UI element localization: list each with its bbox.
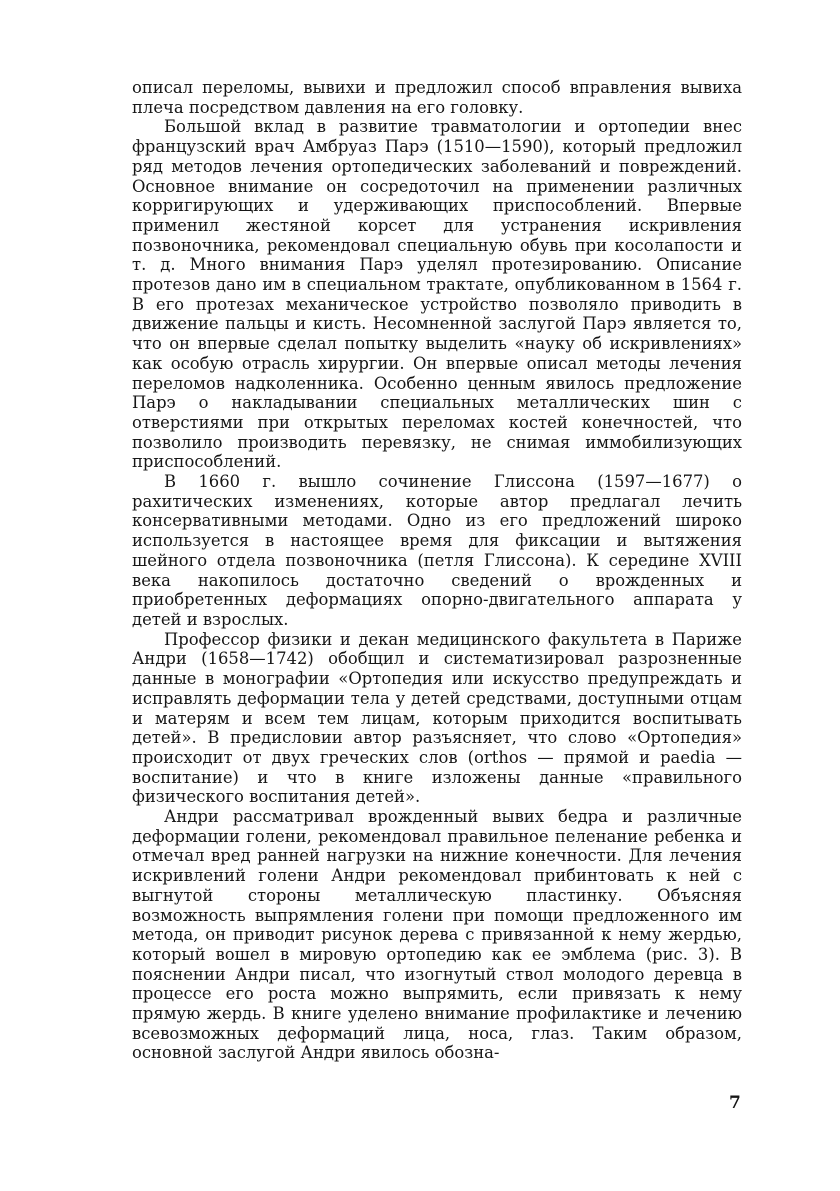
paragraph: Большой вклад в развитие травматологии и ортопедии внес французский врач Амбруаз Парэ (1510—1590), который предложил ряд методов лечения ортопедических заболеваний и повреждений. Основное внимание он сосредоточил на применении различных корригирующих и удерживающих приспособлений. Впервые применил жестяной корсет для устранения искривления позвоночника, рекомендовал специальную обувь при косолапости и т. д. Много внимания Парэ уделял протезированию. Описание протезов дано им в специальном трактате, опубликованном в 1564 г. В его протезах механическое устройство позволяло приводить в движение пальцы и кисть. Несомненной заслугой Парэ является то, что он впервые сделал попытку выделить «науку об искривлениях» как особую отрасль хирургии. Он впервые описал методы лечения переломов надколенника. Особенно ценным явилось предложение Парэ о накладывании специальных металлических шин с отверстиями при открытых переломах костей конечностей, что позволило производить перевязку, не снимая иммобилизующих приспособлений. xyxy=(132,117,742,472)
page-body xyxy=(132,78,742,1063)
paragraph: Андри рассматривал врожденный вывих бедра и различные деформации голени, рекомендовал правильное пеленание ребенка и отмечал вред ранней нагрузки на нижние конечности. Для лечения искривлений голени Андри рекомендовал прибинтовать к ней с выгнутой стороны металлическую пластинку. Объясняя возможность выпрямления голени при помощи предложенного им метода, он приводит рисунок дерева с привязанной к нему жердью, который вошел в мировую ортопедию как ее эмблема (рис. 3). В пояснении Андри писал, что изогнутый ствол молодого деревца в процессе его роста можно выпрямить, если привязать к нему прямую жердь. В книге уделено внимание профилактике и лечению всевозможных деформаций лица, носа, глаз. Таким образом, основной заслугой Андри явилось обозна- xyxy=(132,807,742,1063)
page-number: 7 xyxy=(729,1093,741,1113)
paragraph: Профессор физики и декан медицинского факультета в Париже Андри (1658—1742) обобщил и систематизировал разрозненные данные в монографии «Ортопедия или искусство предупреждать и исправлять деформации тела у детей средствами, доступными отцам и матерям и всем тем лицам, которым приходится воспитывать детей». В предисловии автор разъясняет, что слово «Ортопедия» происходит от двух греческих слов (orthos — прямой и paedia — воспитание) и что в книге изложены данные «правильного физического воспитания детей». xyxy=(132,629,742,807)
paragraph: В 1660 г. вышло сочинение Глиссона (1597—1677) о рахитических изменениях, которые автор предлагал лечить консервативными методами. Одно из его предложений широко используется в настоящее время для фиксации и вытяжения шейного отдела позвоночника (петля Глиссона). К середине XVIII века накопилось достаточно сведений о врожденных и приобретенных деформациях опорно-двигательного аппарата у детей и взрослых. xyxy=(132,472,742,629)
paragraph: описал переломы, вывихи и предложил способ вправления вывиха плеча посредством давления на его головку. xyxy=(132,78,742,117)
